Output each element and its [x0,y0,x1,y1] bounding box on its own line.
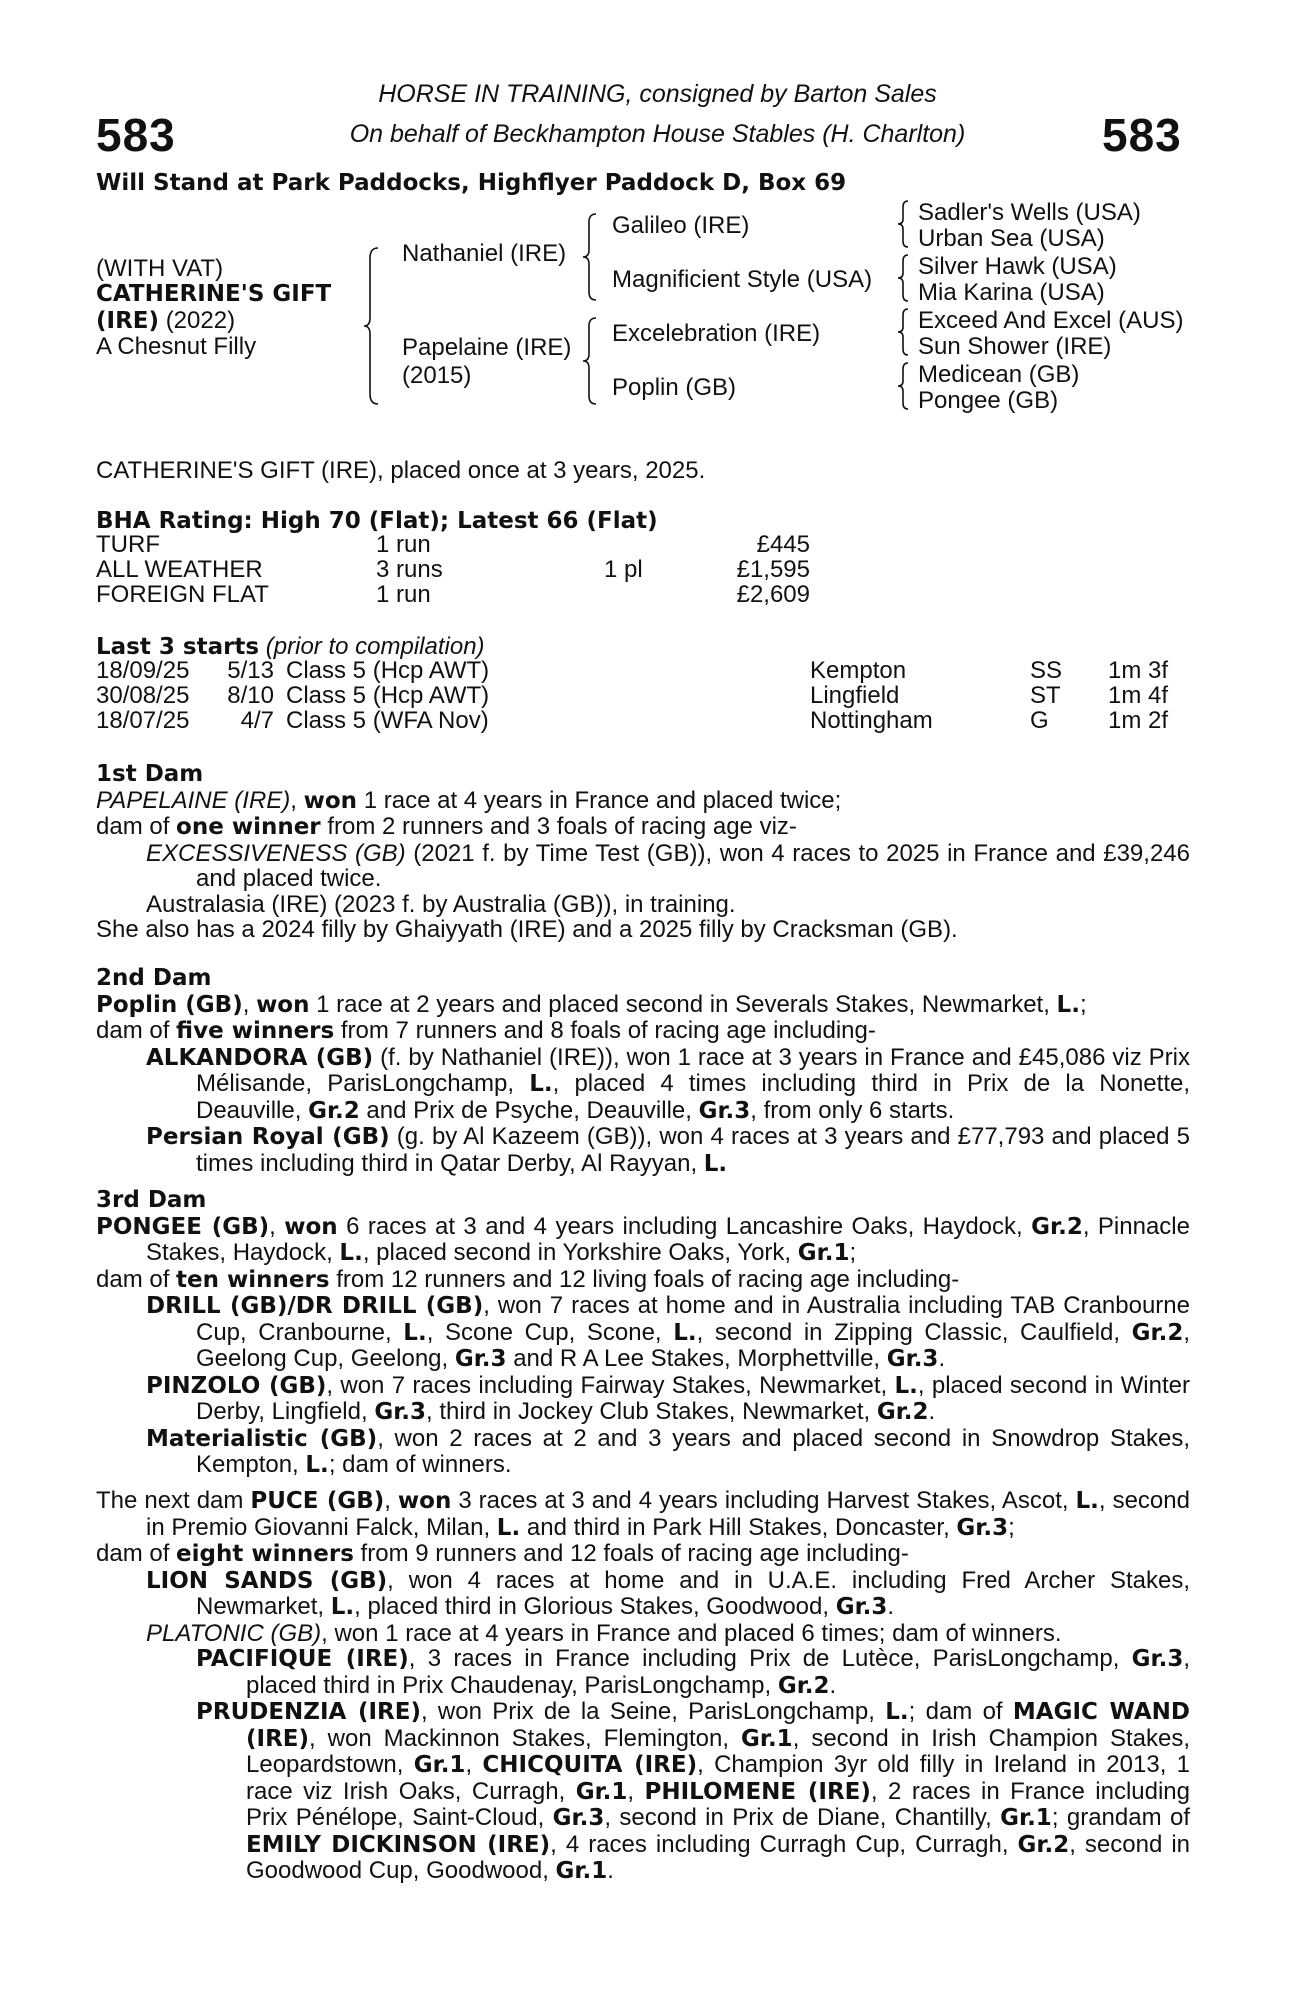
produce-record: ; grandam of [1051,1804,1190,1831]
rating-earnings: £445 [756,531,810,558]
record-text: ; [849,1239,857,1266]
produce-name: DRILL (GB)/DR DRILL (GB) [146,1293,484,1319]
pedigree-brace-g2 [896,253,910,303]
record-text: ; [1008,1513,1015,1541]
produce-record: , placed third in Prix Chaudenay, ParisLongchamp, [246,1645,1190,1699]
rating-runs: 1 run [376,581,431,608]
start-course: Lingfield [810,682,900,709]
rating-surface: TURF [96,531,160,558]
winners-count: five winners [176,1018,335,1044]
produce-record: , won 2 races at 2 and 3 years and placed second in Snowdrop Stakes, Kempton, [196,1424,1190,1478]
great-grandparent-7: Medicean (GB) [918,361,1080,388]
grandsire-1: Galileo (IRE) [612,212,750,239]
won-label: won [397,1488,452,1514]
group-label: Gr.1 [555,1858,608,1884]
third-dam-heading: 3rd Dam [96,1187,207,1213]
second-dam-heading: 2nd Dam [96,965,212,991]
start-date: 18/09/25 [96,657,190,684]
listed-label: L. [403,1319,427,1346]
dam-of-prefix: dam of [96,1265,177,1293]
produce-name: LION SANDS (GB) [146,1567,388,1594]
produce-summary: from 12 runners and 12 living foals of racing age including- [329,1265,960,1293]
produce-record: , won 7 races including Fairway Stakes, Newmarket, [326,1371,895,1399]
listed-label: L. [673,1319,697,1346]
produce-name: PLATONIC (GB) [146,1619,322,1647]
produce-entry [96,1568,1190,1621]
dam-year: (2015) [402,362,472,389]
produce-entry [96,1373,1190,1426]
produce-record: , Geelong Cup, Geelong, [196,1318,1190,1372]
location-line: Will Stand at Park Paddocks, Highflyer Paddock D, Box 69 [96,170,847,196]
group-label: Gr.2 [1031,1213,1083,1240]
produce-record: (g. by Al Kazeem (GB)), won 4 races at 3 years and £77,793 and placed 5 times including third in Qatar Derby, Al Rayyan, [196,1123,1191,1177]
produce-record: and Prix de Psyche, Deauville, [359,1096,699,1124]
lot-number-left: 583 [96,109,176,161]
listed-label: L. [894,1372,918,1399]
listed-label: L. [339,1240,363,1266]
great-grandparent-1: Sadler's Wells (USA) [918,199,1141,226]
produce-record: . [928,1398,936,1425]
produce-summary: from 7 runners and 8 foals of racing age including- [334,1017,876,1044]
rating-runs: 3 runs [376,556,443,583]
record-text: , placed second in Yorkshire Oaks, York, [362,1239,798,1266]
record-text: , second in Premio Giovanni Falck, Milan, [146,1487,1190,1541]
produce-name: CHICQUITA (IRE) [482,1752,698,1778]
group-label: Gr.3 [698,1097,751,1124]
group-label: Gr.3 [835,1594,888,1620]
won-label: won [256,991,310,1018]
pedigree-brace-g3 [896,307,910,357]
last-starts-title: Last 3 starts [96,634,260,660]
horse-year: (2022) [165,307,236,334]
produce-record: , [627,1777,645,1805]
produce-summary: from 2 runners and 3 foals of racing age viz- [320,813,797,840]
start-course: Kempton [810,657,907,684]
produce-record: . [938,1345,946,1372]
rating-earnings: £1,595 [736,556,810,583]
produce-record: , second in Irish Champion Stakes, Leopardstown, [246,1724,1190,1778]
winners-count: eight winners [176,1541,354,1567]
group-label: Gr.1 [797,1240,850,1266]
next-dam-section [96,1488,1190,1885]
pedigree-brace-sire [580,212,600,302]
produce-record: , Champion 3yr old filly in Ireland in 2013, 1 race viz Irish Oaks, Curragh, [246,1751,1190,1805]
bha-rating: BHA Rating: High 70 (Flat); Latest 66 (Flat) [96,508,658,534]
produce-name: EMILY DICKINSON (IRE) [246,1831,551,1858]
produce-record: , won Prix de la Seine, ParisLongchamp, [420,1698,886,1725]
produce-record: (2021 f. by Time Test (GB)), won 4 races to 2025 in France and £39,246 and placed twice. [196,839,1190,892]
produce-record: , second in Zipping Classic, Caulfield, [696,1318,1132,1346]
record-text: and third in Park Hill Stakes, Doncaster, [520,1513,957,1541]
vat-label: (WITH VAT) [96,255,224,282]
produce-record: , won 1 race at 4 years in France and placed 6 times; dam of winners. [321,1619,1062,1647]
first-dam-section: 1st Dam PAPELAINE (IRE), won 1 race at 4 years in France and placed twice; dam of one winner from 2 runners and 3 foals of racing age viz- EXCESSIVENESS (GB) (2021 f. by Time Test (GB)), won 4 races to 2025 in France and £39,246 and placed twice. Australasia (IRE) (2023 f. by Australia (GB)), in training. She also has a 2024 filly by Ghaiyyath (IRE) and a 2025 filly by Cracksman (GB). [96,761,1190,943]
start-date: 18/07/25 [96,707,190,734]
produce-entry [96,1621,1190,1647]
produce-record: , won Mackinnon Stakes, Flemington, [309,1724,741,1752]
third-dam-record: PONGEE (GB), won 6 races at 3 and 4 years including Lancashire Oaks, Haydock, Gr.2, Pinnacle Stakes, Haydock, L., placed second in Yorkshire Oaks, York, Gr.1; [96,1212,1190,1266]
produce-record: , won 4 races at home and in U.A.E. including Fred Archer Stakes, Newmarket, [196,1566,1191,1620]
listed-label: L. [529,1071,553,1097]
group-label: Gr.3 [552,1805,605,1831]
last-starts-subtitle: (prior to compilation) [265,633,485,660]
group-label: Gr.1 [413,1752,466,1778]
start-position: 4/7 [240,707,274,734]
produce-name: PACIFIQUE (IRE) [196,1646,409,1672]
vendor-line: On behalf of Beckhampton House Stables (H. Charlton) [349,120,966,148]
pedigree-brace-dam [580,316,600,406]
produce-record: , [465,1751,483,1778]
third-dam-section [96,1188,1190,1479]
produce-name: EXCESSIVENESS (GB) [146,839,406,867]
horse-suffix-line [96,308,235,334]
second-dam-section [96,966,1190,1177]
rating-runs: 1 run [376,531,431,558]
produce-entry [96,841,1190,892]
record-text: , Pinnacle Stakes, Haydock, [146,1212,1190,1266]
produce-name: ALKANDORA (GB) [146,1044,374,1071]
group-label: Gr.1 [741,1725,793,1752]
produce-entry [96,1699,1190,1885]
start-distance: 1m 4f [1108,682,1169,709]
group-label: Gr.3 [1131,1646,1184,1672]
produce-record: , third in Jockey Club Stakes, Newmarket, [426,1398,877,1425]
produce-record: . [607,1857,614,1884]
start-class: Class 5 (Hcp AWT) [286,657,490,684]
listed-label: L. [496,1514,521,1541]
produce-name: Persian Royal (GB) [146,1124,390,1150]
rating-surface: ALL WEATHER [96,556,263,583]
rating-earnings: £2,609 [736,581,810,608]
next-dam-prefix: The next dam [96,1487,251,1514]
great-grandparent-8: Pongee (GB) [918,387,1059,414]
produce-record: . [829,1671,837,1699]
race-summary: CATHERINE'S GIFT (IRE), placed once at 3 years, 2025. [96,457,706,484]
group-label: Gr.3 [374,1399,426,1425]
produce-record: , placed second in Winter Derby, Lingfield, [196,1371,1190,1425]
won-label: won [303,787,358,814]
listed-label: L. [305,1452,329,1478]
start-class: Class 5 (WFA Nov) [286,707,489,734]
first-dam-name: PAPELAINE (IRE) [96,786,291,814]
produce-record: (f. by Nathaniel (IRE)), won 1 race at 3 years in France and £45,086 viz Prix Mélisande, ParisLongchamp, [196,1043,1190,1097]
produce-name: MAGIC WAND (IRE) [246,1699,1191,1752]
produce-record: , from only 6 starts. [750,1096,955,1124]
sire: Nathaniel (IRE) [402,240,567,267]
next-dam-record: The next dam PUCE (GB), won 3 races at 3 and 4 years including Harvest Stakes, Ascot, L., second in Premio Giovanni Falck, Milan, L. and third in Park Hill Stakes, Doncaster, Gr.3; [96,1487,1190,1541]
record-text: 6 races at 3 and 4 years including Lancashire Oaks, Haydock, [337,1212,1032,1240]
great-grandparent-6: Sun Shower (IRE) [918,333,1112,360]
next-dam-name: PUCE (GB) [250,1488,385,1514]
punct: ; [1079,990,1087,1018]
produce-record: and R A Lee Stakes, Morphettville, [506,1345,887,1372]
dam: Papelaine (IRE) [402,334,572,361]
winners-count: ten winners [176,1266,330,1293]
consignment-line: HORSE IN TRAINING, consigned by Barton Sales [378,80,937,108]
won-label: won [284,1213,338,1240]
pedigree-brace-g1 [896,199,910,249]
group-label: Gr.3 [886,1346,939,1372]
group-label: Gr.2 [876,1399,929,1425]
rating-surface: FOREIGN FLAT [96,581,269,608]
listed-label: L. [885,1699,909,1725]
group-label: Gr.3 [956,1514,1009,1541]
start-going: ST [1030,682,1061,709]
great-grandparent-3: Silver Hawk (USA) [918,253,1117,280]
grandsire-2: Excelebration (IRE) [612,320,821,347]
dam-of-prefix: dam of [96,1540,177,1567]
produce-entry: Australasia (IRE) (2023 f. by Australia (GB)), in training. [146,890,736,918]
pedigree-brace-main [362,246,382,406]
produce-record: , Scone Cup, Scone, [426,1318,674,1346]
produce-name: PRUDENZIA (IRE) [196,1699,421,1725]
dam-of-prefix: dam of [96,813,177,840]
listed-label: L. [1056,991,1080,1018]
group-label: Gr.1 [575,1778,628,1805]
great-grandparent-4: Mia Karina (USA) [918,279,1105,306]
start-position: 8/10 [227,682,274,709]
listed-label: L. [1075,1488,1099,1514]
listed-label: L. [703,1150,728,1177]
start-position: 5/13 [227,657,274,684]
produce-entry [96,1124,1190,1177]
start-course: Nottingham [810,707,933,734]
dam-of-prefix: dam of [96,1017,177,1044]
produce-record: , placed third in Glorious Stakes, Goodwood, [354,1593,836,1620]
produce-record: , 3 races in France including Prix de Lutèce, ParisLongchamp, [408,1645,1132,1672]
group-label: Gr.1 [1000,1805,1052,1831]
produce-record: ; dam of winners. [328,1451,512,1478]
horse-name: CATHERINE'S GIFT [96,281,332,307]
produce-record: , second in Goodwood Cup, Goodwood, [246,1830,1191,1884]
lot-number-right: 583 [1102,109,1182,161]
produce-record: , second in Prix de Diane, Chantilly, [604,1804,1001,1831]
start-distance: 1m 2f [1108,707,1169,734]
produce-summary: from 9 runners and 12 foals of racing age including- [353,1540,909,1567]
start-going: G [1030,707,1049,734]
produce-entry [96,1045,1190,1125]
group-label: Gr.2 [1017,1831,1070,1858]
start-class: Class 5 (Hcp AWT) [286,682,490,709]
horse-description: A Chesnut Filly [96,333,257,360]
first-dam-record: 1 race at 4 years in France and placed twice; [357,786,842,814]
group-label: Gr.2 [308,1097,360,1124]
winners-count: one winner [176,814,321,840]
produce-record: ; dam of [908,1698,1013,1725]
group-label: Gr.2 [1131,1319,1184,1346]
produce-entry [96,1646,1190,1699]
group-label: Gr.3 [454,1346,507,1372]
start-date: 30/08/25 [96,682,190,709]
produce-name: Materialistic (GB) [146,1425,378,1452]
record-text: 3 races at 3 and 4 years including Harvest Stakes, Ascot, [451,1487,1076,1514]
produce-entry [96,1293,1190,1373]
first-dam-heading: 1st Dam [96,761,204,787]
produce-record: , 4 races including Curragh Cup, Curragh, [550,1830,1018,1858]
produce-record: , placed 4 times including third in Prix de la Nonette, Deauville, [196,1070,1191,1124]
granddam-1: Magnificient Style (USA) [612,266,873,293]
group-label: Gr.2 [777,1672,830,1699]
third-dam-name: PONGEE (GB) [96,1213,270,1240]
second-dam-name: Poplin (GB) [96,991,243,1018]
produce-record: , 2 races in France including Prix Pénélope, Saint-Cloud, [246,1777,1190,1831]
rating-placed: 1 pl [604,556,643,583]
separator: , [242,990,257,1018]
produce-note: She also has a 2024 filly by Ghaiyyath (IRE) and a 2025 filly by Cracksman (GB). [96,916,958,943]
produce-record: . [887,1593,895,1620]
produce-name: PHILOMENE (IRE) [644,1778,871,1805]
listed-label: L. [330,1594,355,1620]
start-going: SS [1030,657,1063,684]
start-distance: 1m 3f [1108,657,1169,684]
granddam-2: Poplin (GB) [612,374,737,401]
great-grandparent-5: Exceed And Excel (AUS) [918,307,1184,334]
second-dam-record: 1 race at 2 years and placed second in Severals Stakes, Newmarket, [309,990,1057,1018]
horse-suffix: (IRE) [96,308,160,334]
pedigree-brace-g4 [896,361,910,411]
produce-name: PINZOLO (GB) [146,1372,327,1399]
great-grandparent-2: Urban Sea (USA) [918,225,1105,252]
produce-record: , won 7 races at home and in Australia including TAB Cranbourne Cup, Cranbourne, [196,1292,1190,1346]
produce-entry [96,1426,1190,1479]
